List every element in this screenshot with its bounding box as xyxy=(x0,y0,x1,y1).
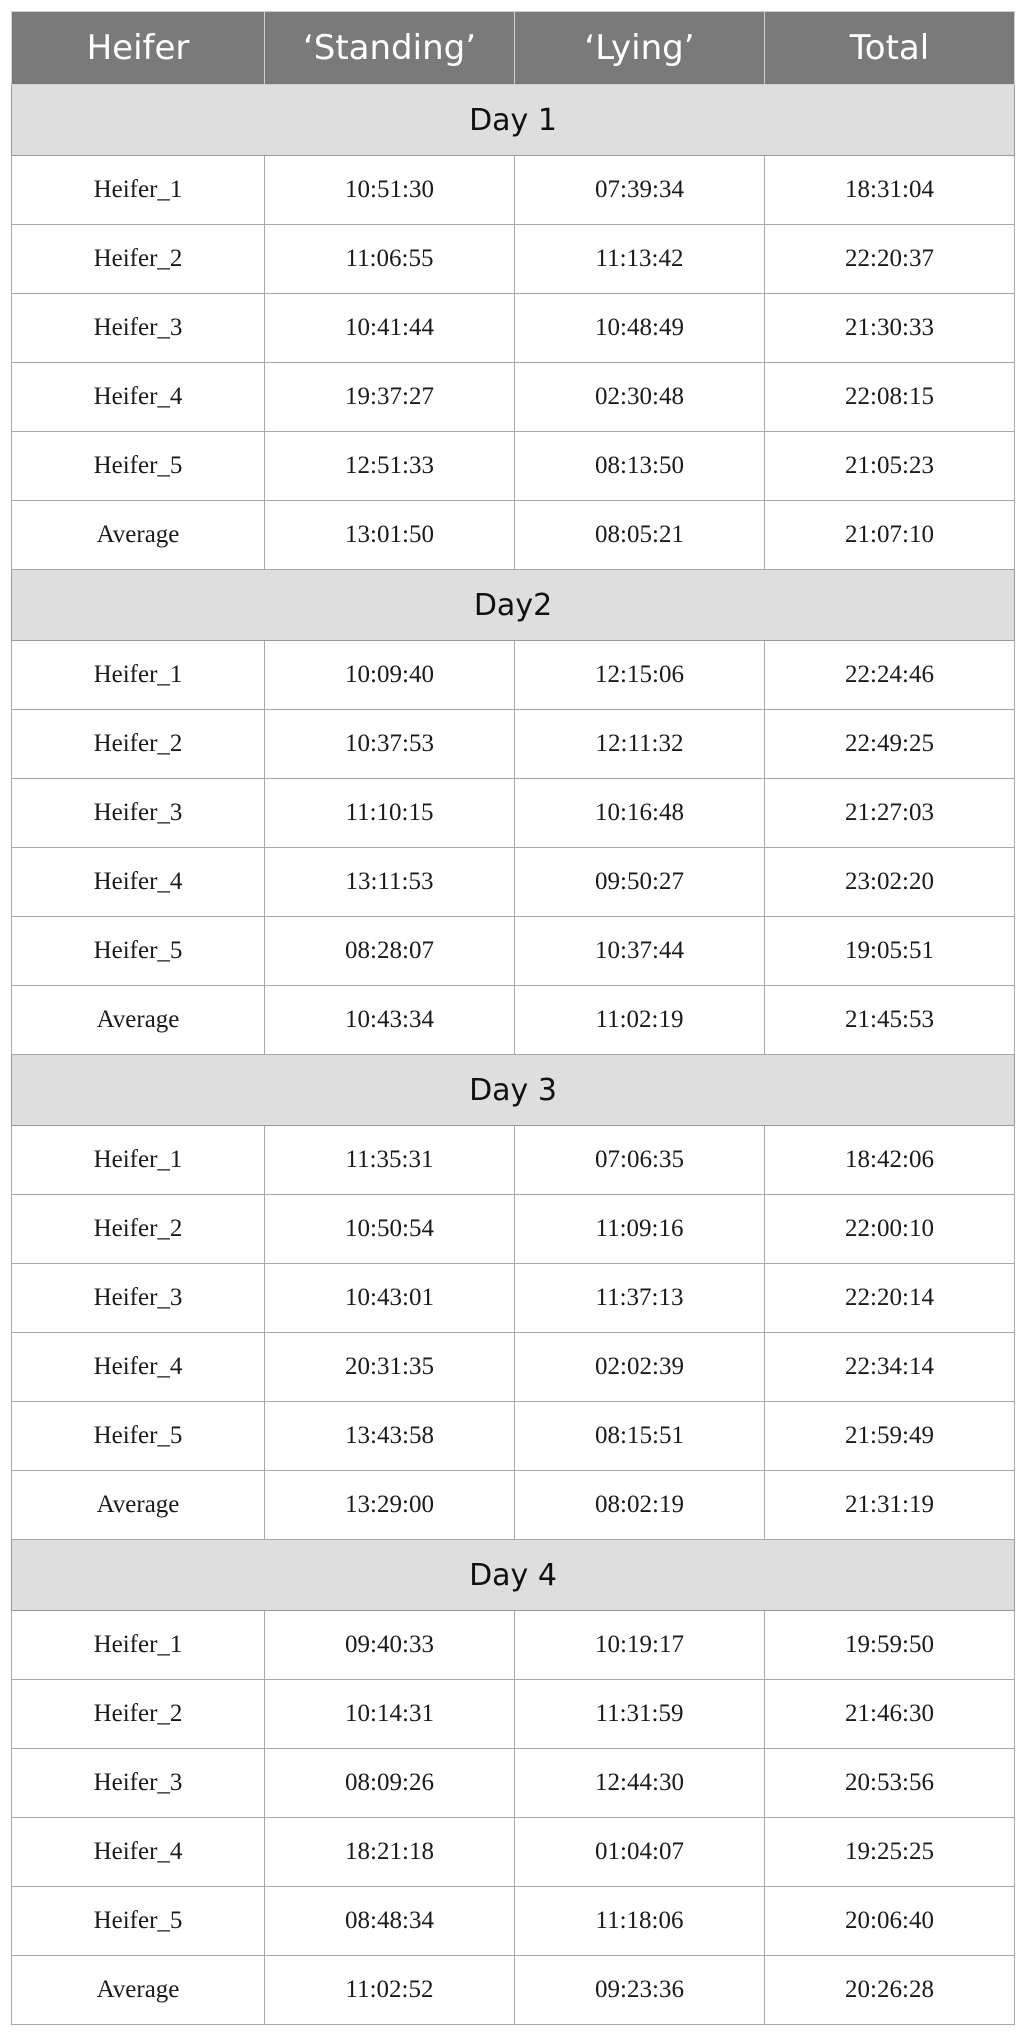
lying-cell: 11:09:16 xyxy=(515,1195,765,1264)
heifer-cell: Heifer_1 xyxy=(12,1126,265,1195)
table-row xyxy=(12,710,1015,779)
lying-cell: 11:02:19 xyxy=(515,986,765,1055)
heifer-cell: Heifer_3 xyxy=(12,1749,265,1818)
standing-cell: 10:09:40 xyxy=(265,641,515,710)
heifer-cell: Heifer_4 xyxy=(12,363,265,432)
table-row xyxy=(12,1471,1015,1540)
table-row xyxy=(12,641,1015,710)
table-row xyxy=(12,363,1015,432)
total-cell: 23:02:20 xyxy=(765,848,1015,917)
standing-cell: 08:48:34 xyxy=(265,1887,515,1956)
section-row xyxy=(12,1540,1015,1611)
table-row xyxy=(12,294,1015,363)
standing-cell: 13:29:00 xyxy=(265,1471,515,1540)
heifer-cell: Heifer_5 xyxy=(12,1402,265,1471)
standing-cell: 12:51:33 xyxy=(265,432,515,501)
total-cell: 20:53:56 xyxy=(765,1749,1015,1818)
heifer-cell: Heifer_4 xyxy=(12,1818,265,1887)
standing-cell: 11:06:55 xyxy=(265,225,515,294)
table-row xyxy=(12,1956,1015,2025)
lying-cell: 10:19:17 xyxy=(515,1611,765,1680)
heifer-cell: Heifer_5 xyxy=(12,1887,265,1956)
section-row xyxy=(12,1055,1015,1126)
standing-cell: 10:37:53 xyxy=(265,710,515,779)
heifer-cell: Average xyxy=(12,1956,265,2025)
heifer-cell: Heifer_2 xyxy=(12,225,265,294)
lying-cell: 12:11:32 xyxy=(515,710,765,779)
lying-cell: 10:48:49 xyxy=(515,294,765,363)
table-row xyxy=(12,986,1015,1055)
heifer-cell: Heifer_3 xyxy=(12,1264,265,1333)
heifer-cell: Heifer_5 xyxy=(12,432,265,501)
standing-cell: 09:40:33 xyxy=(265,1611,515,1680)
total-cell: 22:00:10 xyxy=(765,1195,1015,1264)
header-row xyxy=(12,12,1015,85)
header-total: Total xyxy=(765,12,1015,85)
table-row xyxy=(12,1749,1015,1818)
standing-cell: 08:09:26 xyxy=(265,1749,515,1818)
lying-cell: 12:44:30 xyxy=(515,1749,765,1818)
lying-cell: 09:50:27 xyxy=(515,848,765,917)
section-title: Day 3 xyxy=(12,1055,1015,1126)
lying-cell: 10:16:48 xyxy=(515,779,765,848)
table-row xyxy=(12,501,1015,570)
standing-cell: 13:43:58 xyxy=(265,1402,515,1471)
total-cell: 19:25:25 xyxy=(765,1818,1015,1887)
total-cell: 21:07:10 xyxy=(765,501,1015,570)
lying-cell: 08:13:50 xyxy=(515,432,765,501)
heifer-cell: Heifer_4 xyxy=(12,848,265,917)
total-cell: 22:20:37 xyxy=(765,225,1015,294)
lying-cell: 07:39:34 xyxy=(515,156,765,225)
table-row xyxy=(12,1264,1015,1333)
lying-cell: 08:15:51 xyxy=(515,1402,765,1471)
lying-cell: 08:05:21 xyxy=(515,501,765,570)
heifer-cell: Heifer_1 xyxy=(12,1611,265,1680)
standing-cell: 13:11:53 xyxy=(265,848,515,917)
heifer-cell: Heifer_4 xyxy=(12,1333,265,1402)
table-row xyxy=(12,1680,1015,1749)
lying-cell: 11:18:06 xyxy=(515,1887,765,1956)
table-row xyxy=(12,848,1015,917)
heifer-cell: Heifer_2 xyxy=(12,1195,265,1264)
standing-cell: 18:21:18 xyxy=(265,1818,515,1887)
table-header xyxy=(12,12,1015,85)
lying-cell: 12:15:06 xyxy=(515,641,765,710)
heifer-cell: Heifer_2 xyxy=(12,1680,265,1749)
table-row xyxy=(12,432,1015,501)
heifer-cell: Heifer_1 xyxy=(12,641,265,710)
section-title: Day2 xyxy=(12,570,1015,641)
header-standing: ‘Standing’ xyxy=(265,12,515,85)
total-cell: 22:24:46 xyxy=(765,641,1015,710)
total-cell: 22:34:14 xyxy=(765,1333,1015,1402)
table-body xyxy=(12,85,1015,2025)
standing-cell: 10:50:54 xyxy=(265,1195,515,1264)
heifer-cell: Average xyxy=(12,986,265,1055)
table-row xyxy=(12,1887,1015,1956)
heifer-activity-table xyxy=(11,11,1015,2025)
standing-cell: 11:35:31 xyxy=(265,1126,515,1195)
heifer-cell: Heifer_1 xyxy=(12,156,265,225)
total-cell: 22:08:15 xyxy=(765,363,1015,432)
standing-cell: 20:31:35 xyxy=(265,1333,515,1402)
standing-cell: 10:41:44 xyxy=(265,294,515,363)
table-row xyxy=(12,1611,1015,1680)
lying-cell: 07:06:35 xyxy=(515,1126,765,1195)
heifer-cell: Heifer_5 xyxy=(12,917,265,986)
table-row xyxy=(12,1333,1015,1402)
heifer-cell: Average xyxy=(12,1471,265,1540)
total-cell: 21:31:19 xyxy=(765,1471,1015,1540)
lying-cell: 01:04:07 xyxy=(515,1818,765,1887)
total-cell: 22:20:14 xyxy=(765,1264,1015,1333)
lying-cell: 10:37:44 xyxy=(515,917,765,986)
standing-cell: 10:43:01 xyxy=(265,1264,515,1333)
standing-cell: 11:10:15 xyxy=(265,779,515,848)
standing-cell: 11:02:52 xyxy=(265,1956,515,2025)
table-row xyxy=(12,156,1015,225)
lying-cell: 11:37:13 xyxy=(515,1264,765,1333)
total-cell: 19:05:51 xyxy=(765,917,1015,986)
section-title: Day 1 xyxy=(12,85,1015,156)
lying-cell: 02:02:39 xyxy=(515,1333,765,1402)
heifer-cell: Average xyxy=(12,501,265,570)
header-lying: ‘Lying’ xyxy=(515,12,765,85)
table-row xyxy=(12,1195,1015,1264)
standing-cell: 19:37:27 xyxy=(265,363,515,432)
table-row xyxy=(12,1126,1015,1195)
lying-cell: 02:30:48 xyxy=(515,363,765,432)
total-cell: 21:45:53 xyxy=(765,986,1015,1055)
total-cell: 22:49:25 xyxy=(765,710,1015,779)
total-cell: 21:27:03 xyxy=(765,779,1015,848)
heifer-cell: Heifer_2 xyxy=(12,710,265,779)
heifer-cell: Heifer_3 xyxy=(12,779,265,848)
total-cell: 21:30:33 xyxy=(765,294,1015,363)
lying-cell: 09:23:36 xyxy=(515,1956,765,2025)
total-cell: 21:59:49 xyxy=(765,1402,1015,1471)
table-row xyxy=(12,779,1015,848)
table-row xyxy=(12,1818,1015,1887)
section-row xyxy=(12,570,1015,641)
table-row xyxy=(12,1402,1015,1471)
standing-cell: 08:28:07 xyxy=(265,917,515,986)
total-cell: 20:06:40 xyxy=(765,1887,1015,1956)
total-cell: 21:05:23 xyxy=(765,432,1015,501)
total-cell: 21:46:30 xyxy=(765,1680,1015,1749)
table-row xyxy=(12,225,1015,294)
header-heifer: Heifer xyxy=(12,12,265,85)
total-cell: 18:31:04 xyxy=(765,156,1015,225)
standing-cell: 10:43:34 xyxy=(265,986,515,1055)
lying-cell: 08:02:19 xyxy=(515,1471,765,1540)
table-row xyxy=(12,917,1015,986)
section-row xyxy=(12,85,1015,156)
heifer-cell: Heifer_3 xyxy=(12,294,265,363)
total-cell: 20:26:28 xyxy=(765,1956,1015,2025)
standing-cell: 10:51:30 xyxy=(265,156,515,225)
standing-cell: 10:14:31 xyxy=(265,1680,515,1749)
lying-cell: 11:31:59 xyxy=(515,1680,765,1749)
total-cell: 18:42:06 xyxy=(765,1126,1015,1195)
total-cell: 19:59:50 xyxy=(765,1611,1015,1680)
standing-cell: 13:01:50 xyxy=(265,501,515,570)
section-title: Day 4 xyxy=(12,1540,1015,1611)
lying-cell: 11:13:42 xyxy=(515,225,765,294)
